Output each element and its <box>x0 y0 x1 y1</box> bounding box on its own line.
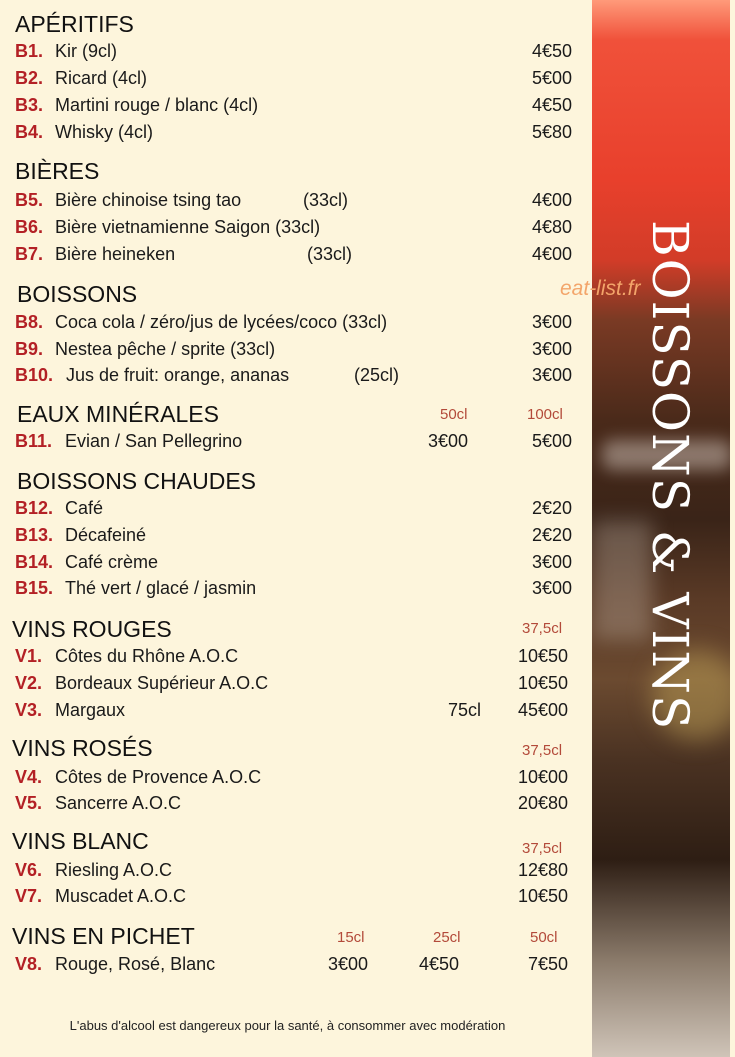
menu-item <box>0 241 592 267</box>
item-price: 5€00 <box>531 68 572 88</box>
item-code: V3. <box>15 700 43 720</box>
item-price: 10€50 <box>517 886 568 906</box>
volume-header: 37,5cl <box>522 620 563 637</box>
alcohol-warning: L'abus d'alcool est dangereux pour la santé, à consommer avec modération <box>69 1018 506 1033</box>
item-price: 12€80 <box>517 860 568 880</box>
side-title: BOISSONS & VINS <box>641 220 699 731</box>
item-code: B2. <box>15 68 44 88</box>
menu-item <box>0 214 592 240</box>
item-code: V7. <box>15 886 43 906</box>
item-name: Kir (9cl) <box>55 41 117 61</box>
volume-header: 15cl <box>337 929 365 946</box>
menu-item <box>0 790 592 816</box>
item-price: 5€80 <box>531 122 572 142</box>
item-volume: (25cl) <box>354 365 400 385</box>
item-code: B4. <box>15 122 44 142</box>
item-name: Ricard (4cl) <box>55 68 148 88</box>
item-name: Bière chinoise tsing tao <box>55 190 242 210</box>
item-code: V5. <box>15 793 43 813</box>
section-title-boissons: BOISSONS <box>17 281 138 307</box>
section-title-eaux-minerales: EAUX MINÉRALES <box>17 401 219 427</box>
item-price-50cl: 3€00 <box>428 431 469 451</box>
item-code: V8. <box>15 954 43 974</box>
menu-item <box>0 38 592 64</box>
volume-header: 25cl <box>433 929 461 946</box>
item-name: Côtes de Provence A.O.C <box>55 767 262 787</box>
menu-item <box>0 336 592 362</box>
item-name: Café crème <box>65 552 159 572</box>
item-code: B3. <box>15 95 44 115</box>
item-price: 4€80 <box>531 217 572 237</box>
item-code: B9. <box>15 339 44 359</box>
section-title-aperitifs: APÉRITIFS <box>15 11 134 37</box>
section-title-boissons-chaudes: BOISSONS CHAUDES <box>17 468 256 494</box>
menu-item <box>0 187 592 213</box>
item-name: Rouge, Rosé, Blanc <box>55 954 216 974</box>
item-code: V2. <box>15 673 43 693</box>
item-name: Bière heineken <box>55 244 176 264</box>
item-price: 3€00 <box>531 552 572 572</box>
item-volume: 75cl <box>448 700 482 720</box>
item-price: 20€80 <box>517 793 568 813</box>
item-name: Bordeaux Supérieur A.O.C <box>55 673 269 693</box>
item-name: Nestea pêche / sprite (33cl) <box>55 339 276 359</box>
item-code: V6. <box>15 860 43 880</box>
section-title-vins-blanc: VINS BLANC <box>12 828 149 854</box>
section-title-bieres: BIÈRES <box>15 158 100 184</box>
volume-header: 100cl <box>527 406 563 423</box>
item-price: 2€20 <box>531 525 572 545</box>
item-code: V4. <box>15 767 43 787</box>
item-name: Café <box>65 498 104 518</box>
item-price: 3€00 <box>531 339 572 359</box>
item-code: B12. <box>15 498 54 518</box>
item-code: V1. <box>15 646 43 666</box>
item-price: 4€50 <box>531 41 572 61</box>
menu-item <box>0 883 592 909</box>
item-name: Whisky (4cl) <box>55 122 153 142</box>
item-price-25cl: 4€50 <box>419 954 460 974</box>
menu-item <box>0 697 592 723</box>
section-title-vins-roses: VINS ROSÉS <box>12 735 153 761</box>
menu-item <box>0 549 592 575</box>
item-price-100cl: 5€00 <box>531 431 572 451</box>
item-code: B11. <box>15 431 53 451</box>
item-name: Jus de fruit: orange, ananas <box>66 365 290 385</box>
item-code: B13. <box>15 525 54 545</box>
item-code: B6. <box>15 217 44 237</box>
menu-item <box>0 575 592 601</box>
item-price: 10€50 <box>517 673 568 693</box>
menu-item <box>0 522 592 548</box>
item-name: Coca cola / zéro/jus de lycées/coco (33cl) <box>55 312 388 332</box>
menu-item <box>0 951 592 977</box>
item-volume: (33cl) <box>307 244 353 264</box>
item-name: Evian / San Pellegrino <box>65 431 243 451</box>
volume-header: 50cl <box>530 929 558 946</box>
item-code: B10. <box>15 365 54 385</box>
item-volume: (33cl) <box>303 190 349 210</box>
menu-item <box>0 670 592 696</box>
item-price: 45€00 <box>517 700 568 720</box>
item-name: Margaux <box>55 700 126 720</box>
item-price: 4€00 <box>531 190 572 210</box>
item-name: Décafeiné <box>65 525 147 545</box>
watermark: eat-list.fr <box>560 277 641 300</box>
item-price: 4€00 <box>531 244 572 264</box>
item-price: 10€50 <box>517 646 568 666</box>
item-code: B7. <box>15 244 44 264</box>
menu-item <box>0 495 592 521</box>
menu-item <box>0 428 592 454</box>
menu-item <box>0 119 592 145</box>
item-name: Martini rouge / blanc (4cl) <box>55 95 259 115</box>
item-price: 3€00 <box>531 312 572 332</box>
menu-item <box>0 857 592 883</box>
item-code: B5. <box>15 190 44 210</box>
menu-item <box>0 764 592 790</box>
section-title-vins-en-pichet: VINS EN PICHET <box>12 923 195 949</box>
item-price-50cl: 7€50 <box>527 954 568 974</box>
item-price: 2€20 <box>531 498 572 518</box>
item-price: 10€00 <box>517 767 568 787</box>
item-name: Côtes du Rhône A.O.C <box>55 646 239 666</box>
menu-item <box>0 643 592 669</box>
item-name: Bière vietnamienne Saigon (33cl) <box>55 217 321 237</box>
item-price: 3€00 <box>531 578 572 598</box>
volume-header: 37,5cl <box>522 742 563 759</box>
item-name: Muscadet A.O.C <box>55 886 187 906</box>
menu-item <box>0 309 592 335</box>
menu-item <box>0 65 592 91</box>
item-code: B15. <box>15 578 54 598</box>
section-title-vins-rouges: VINS ROUGES <box>12 616 172 642</box>
item-code: B8. <box>15 312 44 332</box>
menu-item <box>0 362 592 388</box>
item-price: 3€00 <box>531 365 572 385</box>
item-price: 4€50 <box>531 95 572 115</box>
item-price-15cl: 3€00 <box>328 954 369 974</box>
item-code: B1. <box>15 41 44 61</box>
volume-header: 37,5cl <box>522 840 563 857</box>
item-name: Sancerre A.O.C <box>55 793 182 813</box>
item-name: Thé vert / glacé / jasmin <box>65 578 257 598</box>
volume-header: 50cl <box>440 406 468 423</box>
item-name: Riesling A.O.C <box>55 860 173 880</box>
item-code: B14. <box>15 552 54 572</box>
menu-item <box>0 92 592 118</box>
